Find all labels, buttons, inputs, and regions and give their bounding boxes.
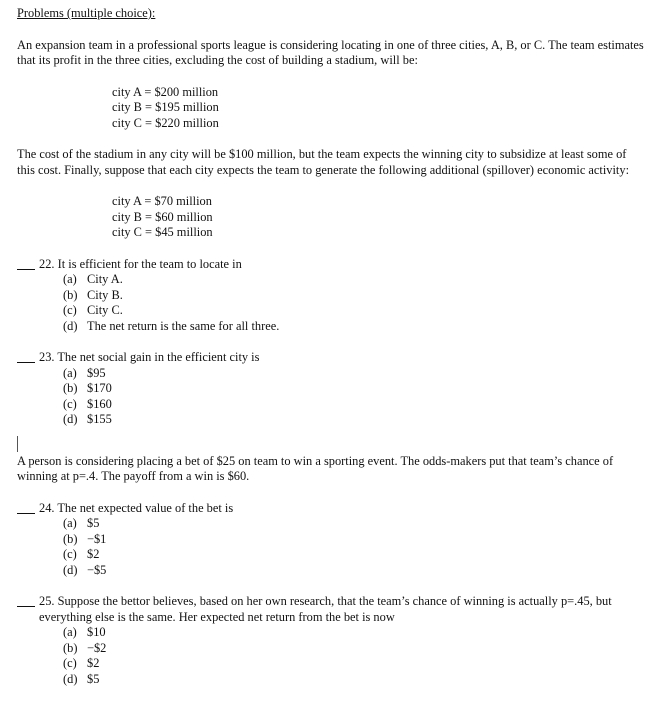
answer-blank[interactable] [17, 594, 35, 607]
bet-paragraph: A person is considering placing a bet of $25 on team to win a sporting event. The odds-makers put that team’s chance of winning at p=.4. The payoff from a win is $60. [17, 453, 614, 483]
question-25 [17, 594, 647, 687]
page-heading: Problems (multiple choice): [17, 6, 156, 20]
option-item: (a) $10 [63, 625, 106, 639]
question-text: 24. The net expected value of the bet is [39, 500, 234, 515]
profit-city-a: city A = $200 million [112, 84, 219, 99]
spillover-city-b: city B = $60 million [112, 209, 213, 224]
option-list [63, 366, 647, 428]
option-item: (b) $170 [63, 381, 112, 395]
option-item: (a) $5 [63, 516, 100, 530]
question-24 [17, 501, 647, 579]
answer-blank[interactable] [17, 501, 35, 514]
profit-city-c: city C = $220 million [112, 115, 219, 130]
spillover-city-a: city A = $70 million [112, 194, 212, 208]
option-list [63, 625, 647, 687]
option-list [63, 516, 647, 578]
spillover-list [112, 194, 647, 241]
option-item: (d) $5 [63, 671, 100, 686]
profit-list [112, 85, 647, 132]
question-text: 25. Suppose the bettor believes, based on her own research, that the team’s chance of winning is actually p=.45, but everything else is the same. Her expected net return from the bet is now [39, 594, 612, 624]
option-item: (d) The net return is the same for all three. [63, 318, 280, 333]
option-item: (c) $160 [63, 396, 112, 411]
stadium-paragraph: The cost of the stadium in any city will be $100 million, but the team expects the winning city to subsidize at least some of this cost. Finally, suppose that each city expects the team to generate the following additional (spillover) economic activity: [17, 147, 630, 177]
spillover-city-c: city C = $45 million [112, 225, 213, 239]
option-item: (a) City A. [63, 272, 123, 286]
option-item: (b) −$1 [63, 531, 107, 546]
option-list [63, 272, 647, 334]
question-text: 23. The net social gain in the efficient city is [39, 350, 260, 364]
option-item: (c) $2 [63, 656, 100, 670]
intro-paragraph: An expansion team in a professional sports league is considering locating in one of three cities, A, B, or C. The team estimates that its profit in the three cities, excluding the cost of building a stadium, will be: [17, 37, 644, 67]
option-item: (b) −$2 [63, 640, 107, 655]
option-item: (b) City B. [63, 287, 123, 302]
question-22 [17, 257, 647, 335]
text-cursor [17, 436, 18, 452]
question-23 [17, 350, 647, 428]
answer-blank[interactable] [17, 257, 35, 270]
option-item: (d) $155 [63, 412, 112, 426]
profit-city-b: city B = $195 million [112, 100, 219, 114]
document-page [17, 6, 647, 703]
question-text: 22. It is efficient for the team to locate in [39, 256, 242, 271]
option-item: (a) $95 [63, 365, 106, 380]
answer-blank[interactable] [17, 350, 35, 363]
option-item: (c) City C. [63, 303, 123, 317]
option-item: (d) −$5 [63, 562, 107, 577]
option-item: (c) $2 [63, 547, 100, 561]
